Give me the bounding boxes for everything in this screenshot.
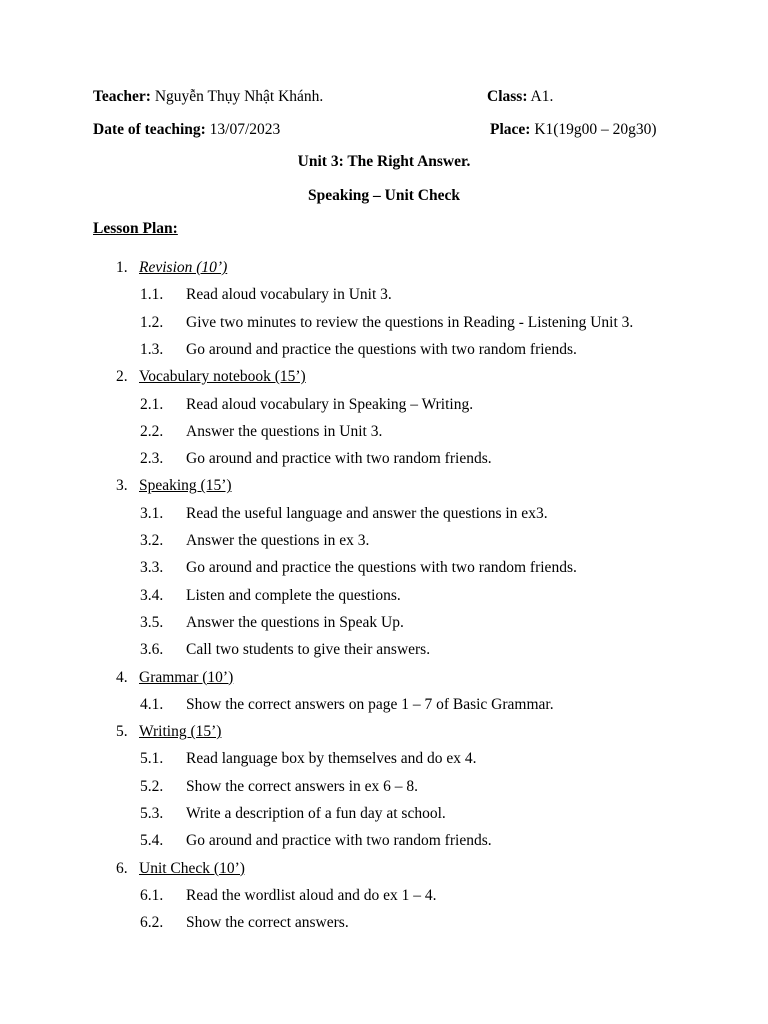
item-number: 1.2. [140,313,164,331]
item-text: Write a description of a fun day at school. [186,805,446,822]
place-label: Place: [490,121,531,138]
item-number: 5.3. [140,805,164,822]
item-number: 3.3. [140,559,164,577]
teacher-value: Nguyễn Thụy Nhật Khánh. [154,88,324,105]
item-number: 2.2. [140,422,164,440]
place-line [490,121,657,139]
item-text: Go around and practice the questions with two random friends. [186,559,577,577]
class-line [487,88,553,106]
section-title: Grammar (10’) [139,668,234,686]
item-text: Call two students to give their answers. [186,641,431,659]
item-text: Answer the questions in Unit 3. [186,422,383,440]
lesson-plan-heading: Lesson Plan: [93,220,178,237]
date-label: Date of teaching: [93,121,206,138]
section-title: Writing (15’) [139,723,222,741]
item-text: Go around and practice the questions with two random friends. [186,340,577,358]
section-number: 6. [116,859,128,877]
date-line [93,121,280,139]
item-text: Go around and practice with two random friends. [186,832,492,850]
item-number: 2.1. [140,395,164,413]
item-text: Show the correct answers on page 1 – 7 of Basic Grammar. [186,695,554,713]
item-number: 2.3. [140,450,164,468]
section-number: 2. [116,368,128,386]
teacher-label: Teacher: [93,88,151,105]
item-number: 1.1. [140,286,164,304]
item-number: 5.2. [140,777,164,795]
item-number: 3.4. [140,586,164,604]
item-number: 3.2. [140,532,164,549]
item-text: Read aloud vocabulary in Speaking – Writing. [186,395,474,413]
teacher-line [93,88,323,106]
item-number: 3.1. [140,504,164,522]
document-title: Unit 3: The Right Answer. [297,153,471,170]
section-title: Revision (10’) [139,259,228,276]
section-title: Vocabulary notebook (15’) [139,368,306,386]
item-text: Listen and complete the questions. [186,586,401,604]
document-subtitle: Speaking – Unit Check [307,187,461,204]
item-text: Read the useful language and answer the questions in ex3. [186,504,548,522]
section-title: Unit Check (10’) [139,859,245,877]
item-text: Show the correct answers in ex 6 – 8. [186,777,419,795]
section-number: 1. [116,259,128,276]
item-number: 5.1. [140,750,164,768]
item-text: Read the wordlist aloud and do ex 1 – 4. [186,886,437,904]
item-text: Read language box by themselves and do ex 4. [186,750,477,768]
section-number: 4. [116,668,128,686]
item-number: 1.3. [140,340,164,358]
item-text: Show the correct answers. [186,914,349,932]
item-number: 5.4. [140,832,164,850]
section-title: Speaking (15’) [139,477,232,495]
item-number: 6.2. [140,914,164,932]
section-number: 5. [116,723,128,741]
item-number: 3.5. [140,613,164,631]
date-value: 13/07/2023 [209,121,281,138]
place-value: K1(19g00 – 20g30) [534,121,657,138]
item-text: Answer the questions in ex 3. [186,532,370,549]
item-text: Read aloud vocabulary in Unit 3. [186,286,392,304]
item-number: 6.1. [140,886,164,904]
item-number: 3.6. [140,641,164,659]
item-text: Go around and practice with two random friends. [186,450,492,468]
section-number: 3. [116,477,128,495]
item-text: Give two minutes to review the questions in Reading - Listening Unit 3. [186,313,634,331]
item-number: 4.1. [140,695,164,713]
item-text: Answer the questions in Speak Up. [186,613,404,631]
class-value: A1. [530,88,554,105]
class-label: Class: [487,88,528,105]
